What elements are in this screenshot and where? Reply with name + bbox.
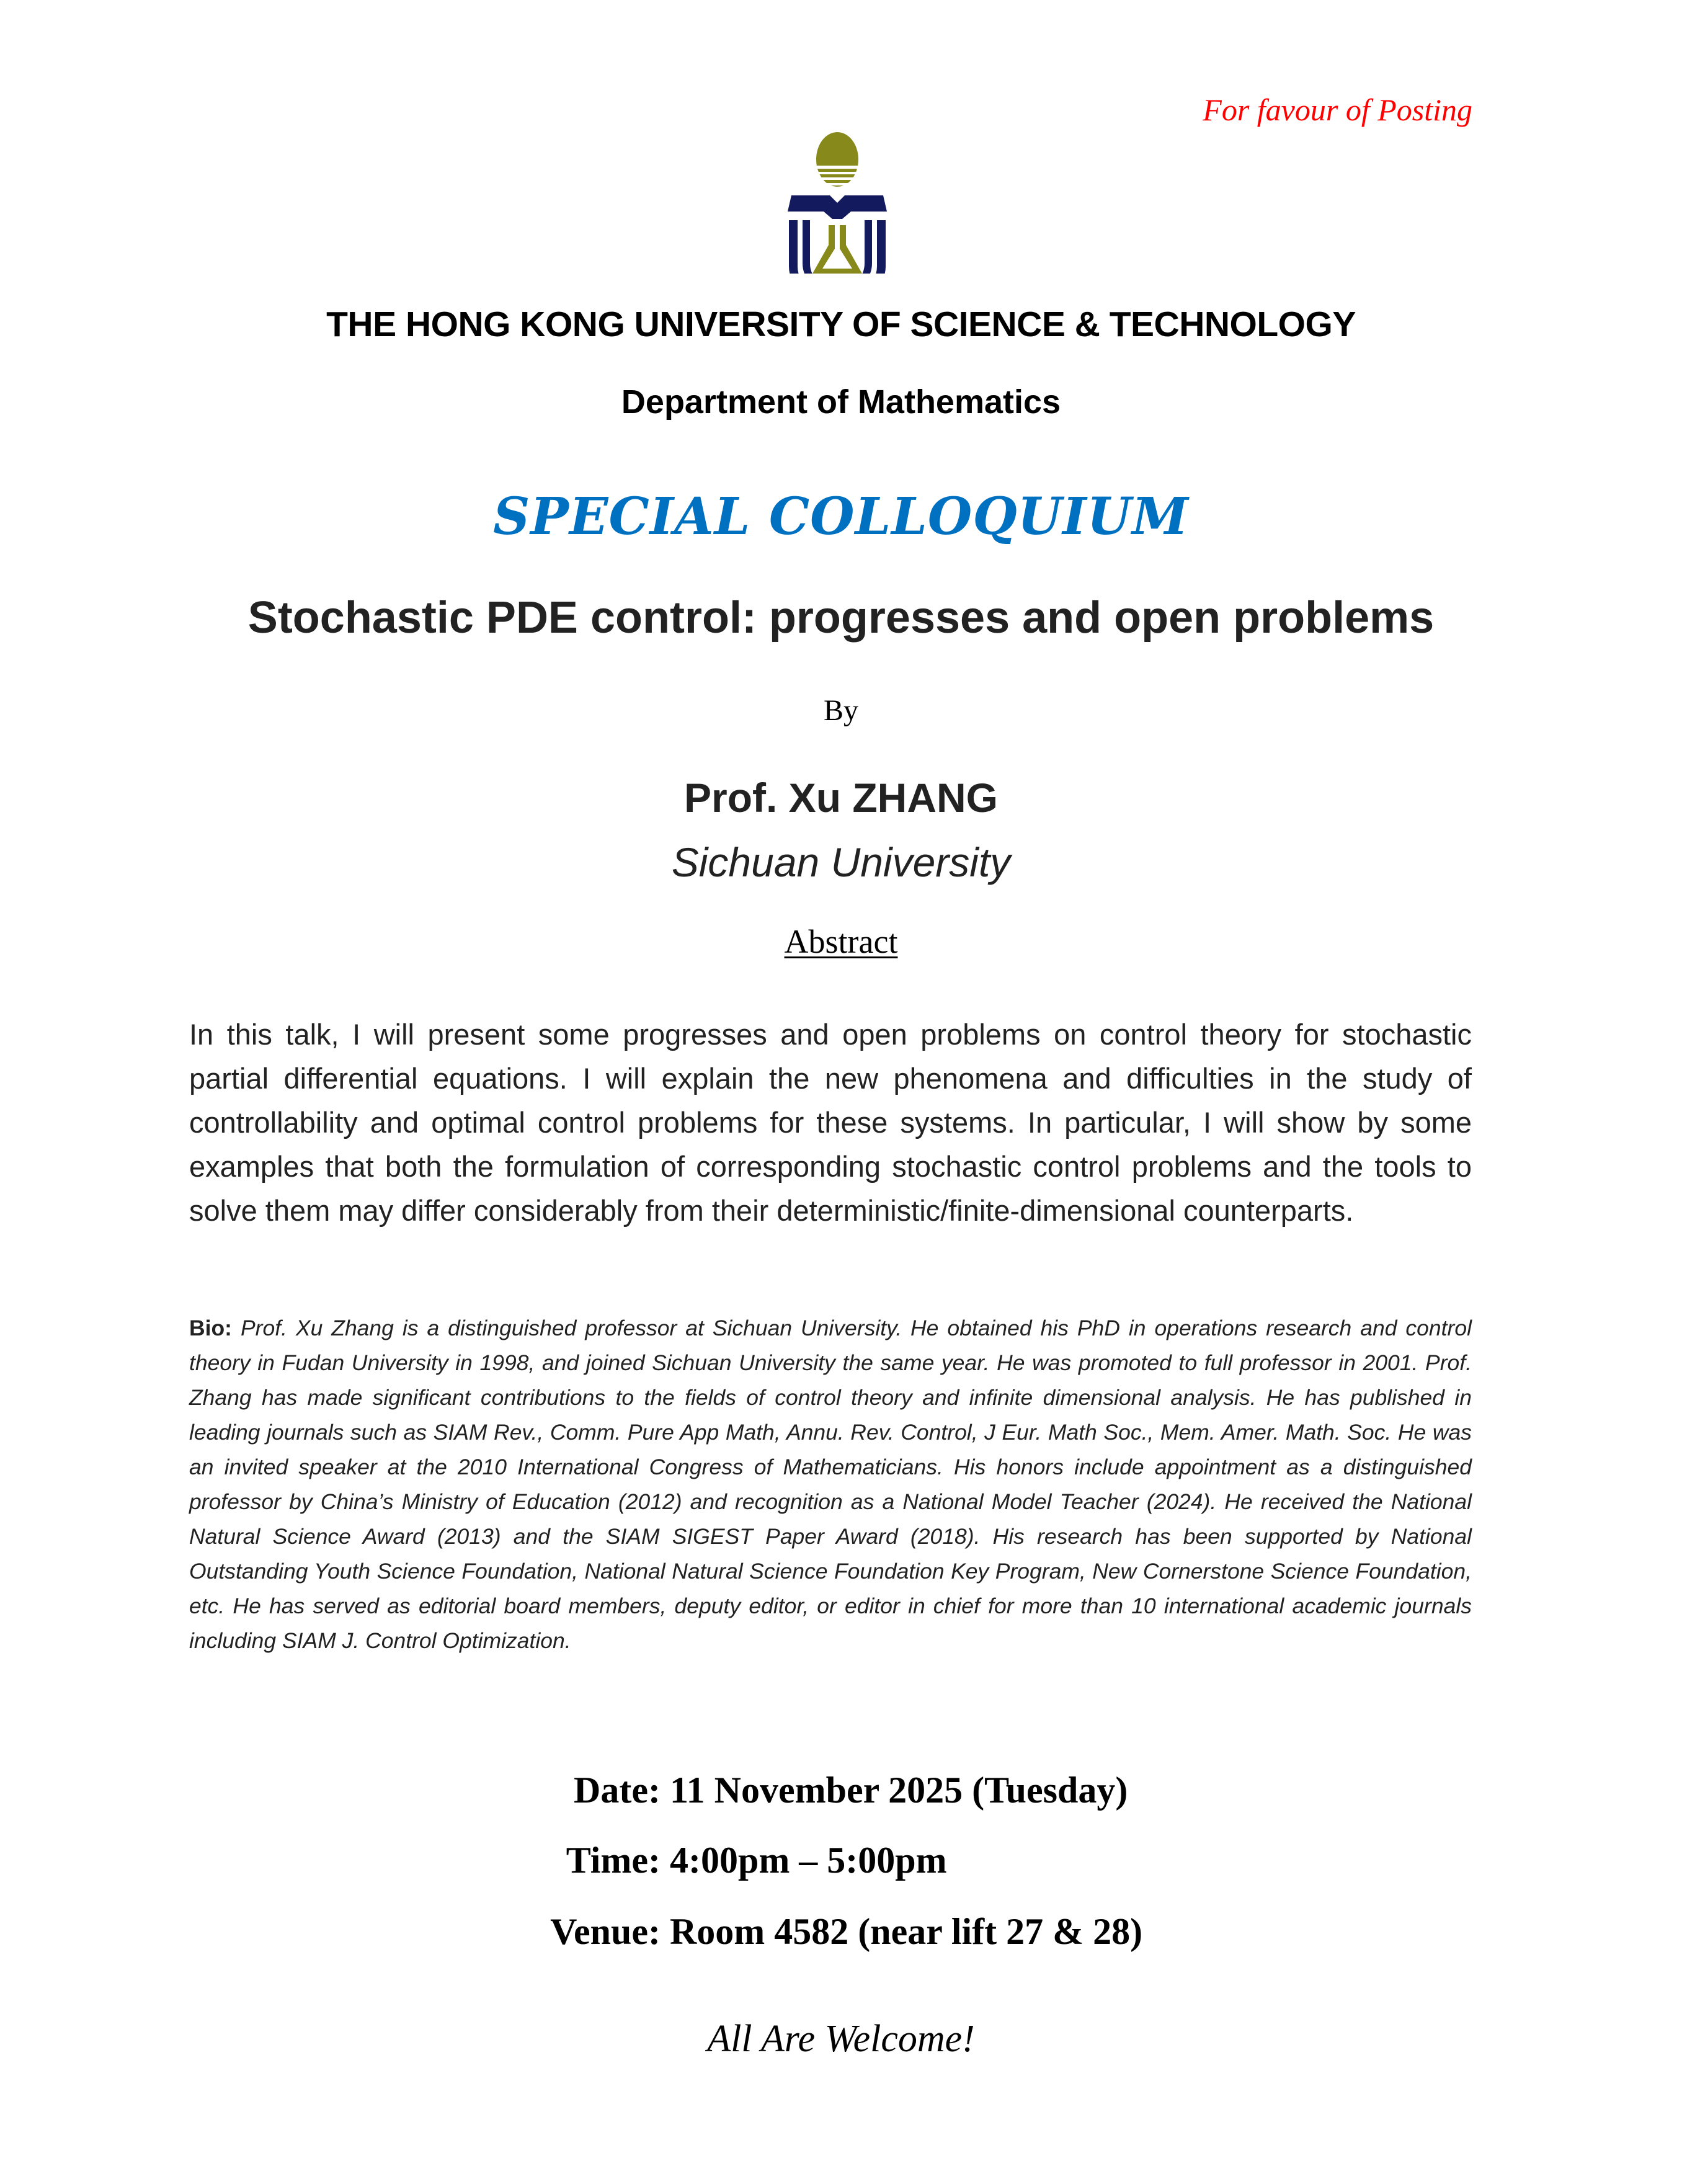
- by-label: By: [823, 694, 858, 727]
- detail-label: Time: [566, 1840, 648, 1881]
- bio-label: Bio:: [189, 1316, 233, 1340]
- bio-text: Prof. Xu Zhang is a distinguished professor at Sichuan University. He obtained his PhD in operations research and control theory in Fudan University in 1998, and joined Sichuan University the same year. He was promoted to full professor in 2001. Prof. Zhang has made significant contributions to the fields of control theory and infinite dimensional analysis. He has published in leading journals such as SIAM Rev., Comm. Pure App Math, Annu. Rev. Control, J Eur. Math Soc., Mem. Amer. Math. Soc. He was an invited speaker at the 2010 International Congress of Mathematicians. His honors include appointment as a distinguished professor by China’s Ministry of Education (2012) and recognition as a National Model Teacher (2024). He received the National Natural Science Award (2013) and the SIAM SIGEST Paper Award (2018). His research has been supported by National Outstanding Youth Science Foundation, National Natural Science Foundation Key Program, New Cornerstone Science Foundation, etc. He has served as editorial board members, deputy editor, or editor in chief for more than 10 international academic journals including SIAM J. Control Optimization.: [189, 1316, 1472, 1653]
- detail-value: : 11 November 2025 (Tuesday): [648, 1770, 1128, 1811]
- event-type-heading: SPECIAL COLLOQUIUM: [493, 487, 1189, 546]
- logo-torch: [812, 225, 862, 274]
- speaker-affiliation: Sichuan University: [671, 839, 1011, 885]
- logo-sun: [814, 132, 861, 187]
- speaker-bio: [189, 1311, 1472, 1658]
- talk-title: Stochastic PDE control: progresses and open problems: [247, 593, 1435, 643]
- detail-date: [0, 1769, 1682, 1819]
- department-name: Department of Mathematics: [621, 383, 1061, 421]
- abstract-heading-text: Abstract: [784, 923, 898, 960]
- detail-label: Date: [574, 1770, 648, 1811]
- detail-time: [0, 1839, 1682, 1889]
- detail-label: Venue: [550, 1911, 648, 1952]
- detail-value: : Room 4582 (near lift 27 & 28): [648, 1911, 1143, 1952]
- hkust-logo-icon: [783, 127, 892, 274]
- closing-message: All Are Welcome!: [707, 2018, 975, 2060]
- abstract-text: In this talk, I will present some progresses and open problems on control theory for stochastic partial differential equations. I will explain the new phenomena and difficulties in the study of controllability and optimal control problems for these systems. In particular, I will show by some examples that both the formulation of corresponding stochastic control problems and the tools to solve them may differ considerably from their deterministic/finite-dimensional counterparts.: [189, 1018, 1472, 1227]
- posting-note: For favour of Posting: [1203, 92, 1472, 127]
- logo-book: [788, 195, 887, 219]
- detail-value: : 4:00pm – 5:00pm: [648, 1840, 947, 1881]
- detail-venue: [0, 1910, 1682, 1960]
- speaker-name: Prof. Xu ZHANG: [684, 775, 998, 821]
- abstract-heading: [0, 922, 1682, 961]
- university-name: THE HONG KONG UNIVERSITY OF SCIENCE & TECHNOLOGY: [326, 305, 1356, 344]
